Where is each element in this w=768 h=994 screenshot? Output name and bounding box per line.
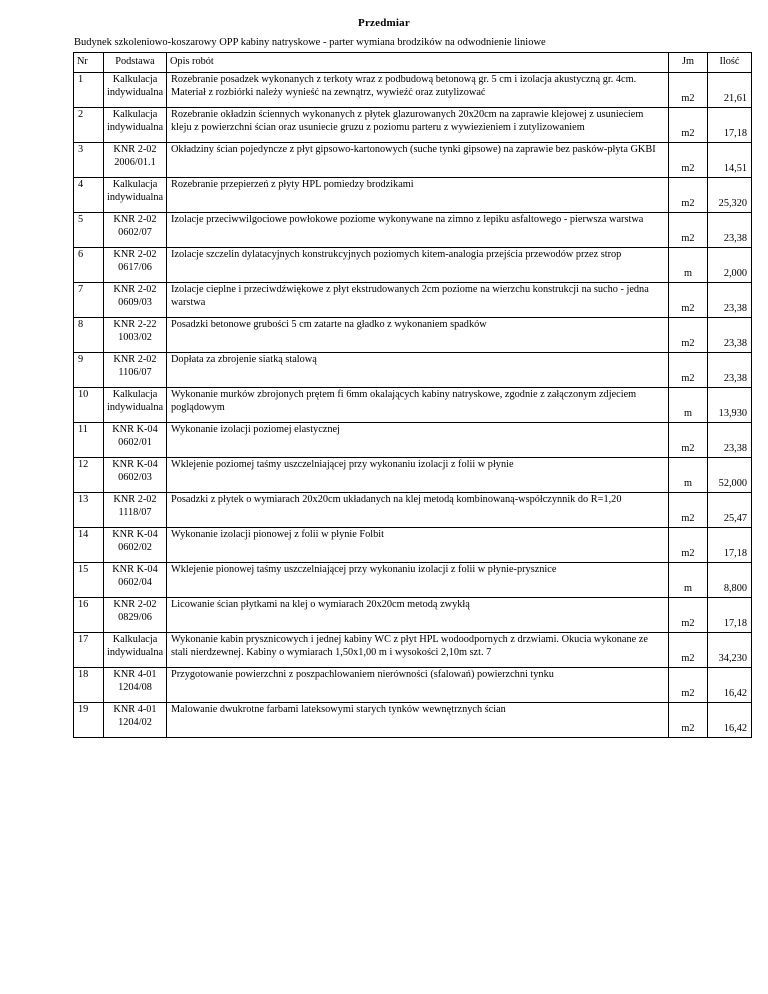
- row-basis-line-1: KNR 2-02: [113, 214, 157, 225]
- row-description: Wykonanie izolacji pionowej z folii w płynie Folbit: [167, 528, 669, 563]
- row-basis: [104, 248, 167, 283]
- row-description: Rozebranie okładzin ściennych wykonanych z płytek glazurowanych 20x20cm na zaprawie klejowej z usunieciem kleju z powierzchni ścian oraz usuniecie gruzu z poziomu parteru z wywiezieniem i zutylizowaniem: [167, 108, 669, 143]
- row-basis-line-1: KNR K-04: [112, 564, 158, 575]
- row-number: 18: [74, 668, 104, 703]
- row-basis-line-1: Kalkulacja: [112, 109, 158, 120]
- row-quantity: 34,230: [708, 633, 752, 668]
- row-basis-line-2: 0602/03: [118, 471, 152, 483]
- row-number: 16: [74, 598, 104, 633]
- row-basis-line-2: indywidualna: [107, 401, 164, 413]
- row-number: 17: [74, 633, 104, 668]
- row-quantity: 14,51: [708, 143, 752, 178]
- table-row: [74, 283, 752, 318]
- row-description: Wykonanie kabin prysznicowych i jednej kabiny WC z płyt HPL wodoodpornych z drzwiami. Okucia wykonane ze stali nierdzewnej. Kabiny o wymiarach 1,50x1,00 m i wysokości 2,10m szt. 7: [167, 633, 669, 668]
- row-quantity: 25,47: [708, 493, 752, 528]
- row-description: Rozebranie posadzek wykonanych z terkoty wraz z podbudową betonową gr. 5 cm i izolacja akustyczną gr. 4cm. Materiał z rozbiórki należy wynieść na zewnątrz, wywieźć oraz zutylizować: [167, 73, 669, 108]
- row-basis: [104, 143, 167, 178]
- row-description: Posadzki betonowe grubości 5 cm zatarte na gładko z wykonaniem spadków: [167, 318, 669, 353]
- row-unit: m2: [669, 633, 708, 668]
- row-unit: m2: [669, 283, 708, 318]
- row-unit: m2: [669, 178, 708, 213]
- row-basis: [104, 73, 167, 108]
- table-row: [74, 458, 752, 493]
- bill-of-quantities-table: [73, 52, 752, 738]
- row-basis-line-2: indywidualna: [107, 191, 164, 203]
- column-header-nr: Nr: [74, 53, 104, 73]
- row-description: Wykonanie murków zbrojonych prętem fi 6mm okalających kabiny natryskowe, zgodnie z załączonym zdjeciem poglądowym: [167, 388, 669, 423]
- row-basis-line-2: 0602/07: [118, 226, 152, 238]
- row-basis-line-1: KNR 2-02: [113, 249, 157, 260]
- row-basis-line-1: KNR K-04: [112, 529, 158, 540]
- row-description: Dopłata za zbrojenie siatką stalową: [167, 353, 669, 388]
- row-unit: m: [669, 388, 708, 423]
- row-basis-line-2: 0609/03: [118, 296, 152, 308]
- row-basis: [104, 213, 167, 248]
- row-number: 10: [74, 388, 104, 423]
- row-number: 7: [74, 283, 104, 318]
- column-header-unit: Jm: [669, 53, 708, 73]
- row-basis-line-1: KNR K-04: [112, 424, 158, 435]
- row-unit: m: [669, 248, 708, 283]
- table-row: [74, 423, 752, 458]
- table-row: [74, 633, 752, 668]
- row-number: 8: [74, 318, 104, 353]
- row-unit: m2: [669, 353, 708, 388]
- page-title: Przedmiar: [358, 17, 410, 29]
- table-row: [74, 668, 752, 703]
- row-basis: [104, 563, 167, 598]
- row-unit: m2: [669, 143, 708, 178]
- row-quantity: 23,38: [708, 318, 752, 353]
- row-unit: m2: [669, 703, 708, 738]
- row-basis-line-1: KNR K-04: [112, 459, 158, 470]
- row-unit: m2: [669, 108, 708, 143]
- row-quantity: 23,38: [708, 353, 752, 388]
- row-basis: [104, 598, 167, 633]
- row-basis: [104, 178, 167, 213]
- row-basis: [104, 388, 167, 423]
- row-basis: [104, 458, 167, 493]
- row-description: Wklejenie poziomej taśmy uszczelniającej przy wykonaniu izolacji z folii w płynie: [167, 458, 669, 493]
- row-basis-line-1: KNR 2-02: [113, 144, 157, 155]
- row-number: 15: [74, 563, 104, 598]
- row-basis-line-2: 2006/01.1: [114, 156, 156, 168]
- row-basis-line-2: 0829/06: [118, 611, 152, 623]
- row-unit: m2: [669, 528, 708, 563]
- row-quantity: 21,61: [708, 73, 752, 108]
- row-basis-line-1: Kalkulacja: [112, 74, 158, 85]
- table-row: [74, 598, 752, 633]
- row-basis-line-2: 0602/04: [118, 576, 152, 588]
- row-quantity: 23,38: [708, 283, 752, 318]
- row-description: Wykonanie izolacji poziomej elastycznej: [167, 423, 669, 458]
- row-quantity: 17,18: [708, 108, 752, 143]
- table-row: [74, 493, 752, 528]
- row-basis-line-1: KNR 4-01: [113, 704, 157, 715]
- row-unit: m2: [669, 493, 708, 528]
- row-quantity: 16,42: [708, 668, 752, 703]
- row-basis: [104, 108, 167, 143]
- document-subtitle: Budynek szkoleniowo-koszarowy OPP kabiny natryskowe - parter wymiana brodzików na odwodnienie liniowe: [74, 37, 546, 48]
- row-basis-line-2: 1204/08: [118, 681, 152, 693]
- row-number: 1: [74, 73, 104, 108]
- row-basis-line-2: indywidualna: [107, 121, 164, 133]
- row-quantity: 17,18: [708, 528, 752, 563]
- row-description: Izolacje przeciwwilgociowe powłokowe poziome wykonywane na zimno z lepiku asfaltowego - pierwsza warstwa: [167, 213, 669, 248]
- row-quantity: 2,000: [708, 248, 752, 283]
- row-description: Izolacje szczelin dylatacyjnych konstrukcyjnych poziomych kitem-analogia przejścia przewodów przez strop: [167, 248, 669, 283]
- row-basis-line-1: KNR 2-02: [113, 599, 157, 610]
- row-basis-line-2: 0602/02: [118, 541, 152, 553]
- row-basis-line-2: 1106/07: [118, 366, 152, 378]
- table-header-row: [74, 53, 752, 73]
- row-number: 4: [74, 178, 104, 213]
- row-unit: m2: [669, 423, 708, 458]
- row-basis-line-1: KNR 2-02: [113, 284, 157, 295]
- row-unit: m2: [669, 213, 708, 248]
- row-basis: [104, 668, 167, 703]
- table-row: [74, 528, 752, 563]
- row-quantity: 8,800: [708, 563, 752, 598]
- table-row: [74, 143, 752, 178]
- table-row: [74, 248, 752, 283]
- row-quantity: 17,18: [708, 598, 752, 633]
- table-row: [74, 388, 752, 423]
- row-unit: m2: [669, 668, 708, 703]
- column-header-basis: Podstawa: [104, 53, 167, 73]
- row-number: 2: [74, 108, 104, 143]
- row-basis-line-2: 0617/06: [118, 261, 152, 273]
- row-basis-line-2: 1118/07: [118, 506, 152, 518]
- row-basis-line-1: KNR 2-22: [113, 319, 157, 330]
- row-number: 14: [74, 528, 104, 563]
- row-basis-line-1: Kalkulacja: [112, 179, 158, 190]
- row-number: 9: [74, 353, 104, 388]
- row-number: 3: [74, 143, 104, 178]
- column-header-quantity: Ilość: [708, 53, 752, 73]
- table-row: [74, 73, 752, 108]
- row-unit: m: [669, 458, 708, 493]
- row-basis-line-2: indywidualna: [107, 86, 164, 98]
- row-unit: m2: [669, 598, 708, 633]
- table-row: [74, 178, 752, 213]
- row-unit: m2: [669, 73, 708, 108]
- row-quantity: 16,42: [708, 703, 752, 738]
- row-quantity: 23,38: [708, 213, 752, 248]
- row-basis-line-1: KNR 4-01: [113, 669, 157, 680]
- row-quantity: 13,930: [708, 388, 752, 423]
- table-row: [74, 703, 752, 738]
- table-row: [74, 213, 752, 248]
- row-basis: [104, 633, 167, 668]
- row-basis-line-1: Kalkulacja: [112, 634, 158, 645]
- row-basis-line-2: 0602/01: [118, 436, 152, 448]
- row-number: 6: [74, 248, 104, 283]
- row-basis: [104, 703, 167, 738]
- row-unit: m: [669, 563, 708, 598]
- row-description: Izolacje cieplne i przeciwdźwiękowe z płyt ekstrudowanych 2cm poziome na wierzchu konstrukcji na sucho - jedna warstwa: [167, 283, 669, 318]
- table-row: [74, 563, 752, 598]
- row-basis-line-2: 1003/02: [118, 331, 152, 343]
- table-row: [74, 108, 752, 143]
- row-number: 5: [74, 213, 104, 248]
- row-number: 11: [74, 423, 104, 458]
- row-quantity: 25,320: [708, 178, 752, 213]
- row-unit: m2: [669, 318, 708, 353]
- row-quantity: 52,000: [708, 458, 752, 493]
- row-basis-line-1: KNR 2-02: [113, 354, 157, 365]
- row-description: Przygotowanie powierzchni z poszpachlowaniem nierówności (sfalowań) powierzchni tynku: [167, 668, 669, 703]
- row-basis: [104, 528, 167, 563]
- row-basis: [104, 493, 167, 528]
- row-description: Posadzki z płytek o wymiarach 20x20cm układanych na klej metodą kombinowaną-współczynnik do R=1,20: [167, 493, 669, 528]
- row-description: Rozebranie przepierzeń z płyty HPL pomiedzy brodzikami: [167, 178, 669, 213]
- row-number: 13: [74, 493, 104, 528]
- column-header-description: Opis robót: [167, 53, 669, 73]
- table-row: [74, 353, 752, 388]
- row-basis: [104, 423, 167, 458]
- row-basis-line-1: Kalkulacja: [112, 389, 158, 400]
- row-basis-line-2: indywidualna: [107, 646, 164, 658]
- row-number: 19: [74, 703, 104, 738]
- row-description: Licowanie ścian płytkami na klej o wymiarach 20x20cm metodą zwykłą: [167, 598, 669, 633]
- row-description: Okładziny ścian pojedyncze z płyt gipsowo-kartonowych (suche tynki gipsowe) na zaprawie bez pasków-płyta GKBI: [167, 143, 669, 178]
- table-row: [74, 318, 752, 353]
- row-basis-line-2: 1204/02: [118, 716, 152, 728]
- row-description: Malowanie dwukrotne farbami lateksowymi starych tynków wewnętrznych ścian: [167, 703, 669, 738]
- row-basis: [104, 353, 167, 388]
- row-number: 12: [74, 458, 104, 493]
- row-basis: [104, 318, 167, 353]
- row-description: Wklejenie pionowej taśmy uszczelniającej przy wykonaniu izolacji z folii w płynie-prysznice: [167, 563, 669, 598]
- row-basis-line-1: KNR 2-02: [113, 494, 157, 505]
- row-basis: [104, 283, 167, 318]
- row-quantity: 23,38: [708, 423, 752, 458]
